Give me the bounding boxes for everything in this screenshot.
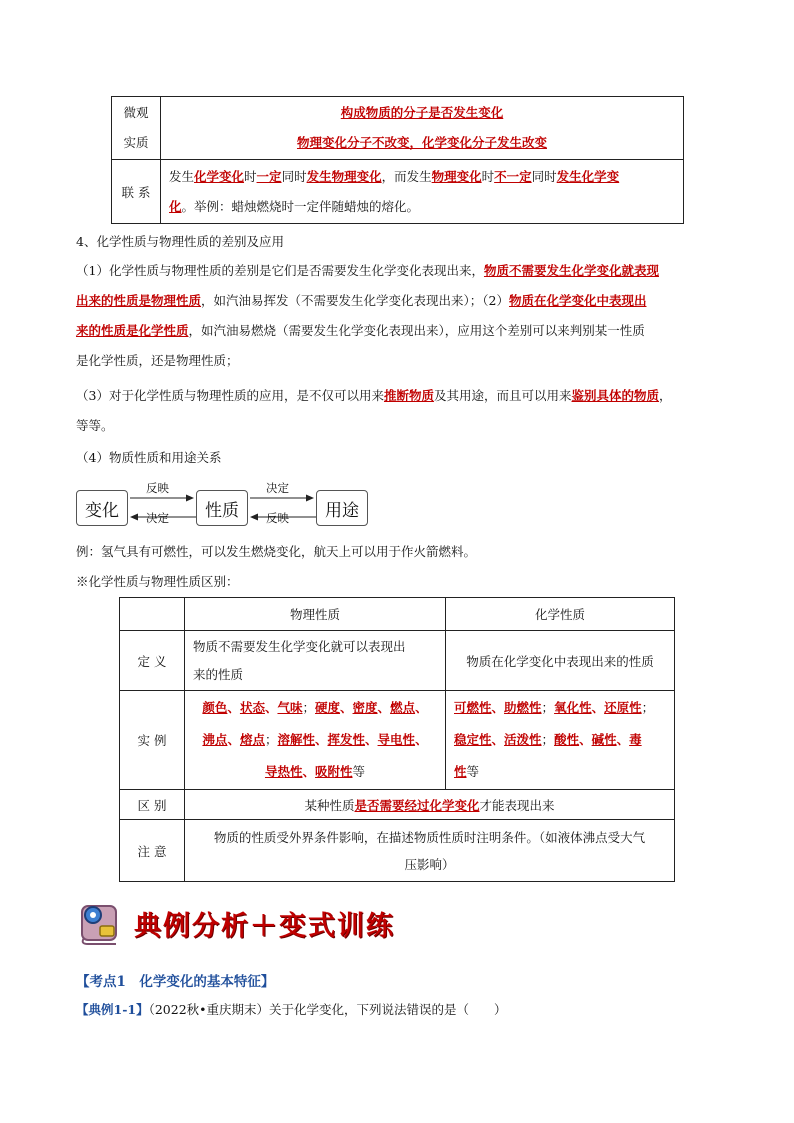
difference-title: ※化学性质与物理性质区别： [76, 574, 239, 589]
arrow1-top-label: 反映 [146, 481, 169, 495]
diff-label: 区 别 [120, 790, 185, 820]
section4-p4: （4）物质性质和用途关系 [76, 450, 222, 465]
header-empty [120, 598, 185, 631]
row-content-relation: 发生化学变化时一定同时发生物理变化，而发生物理变化时不一定同时发生化学变 化。举例：蜡烛燃烧时一定伴随蜡烛的熔化。 [161, 160, 684, 224]
def-physical: 物质不需要发生化学变化就可以表现出 来的性质 [185, 631, 446, 691]
scroll-icon [76, 898, 126, 948]
question-1-1: 【典例1-1】（2022秋•重庆期末）关于化学变化，下列说法错误的是（ ） [76, 1002, 507, 1017]
kaodian-heading: 【考点1 化学变化的基本特征】 [76, 974, 275, 990]
def-label: 定 义 [120, 631, 185, 691]
banner-title: 典例分析＋变式训练 [134, 911, 395, 942]
banner [76, 898, 416, 948]
row-label-micro: 微观 实质 [112, 97, 161, 160]
note-text: 物质的性质受外界条件影响，在描述物质性质时注明条件。（如液体沸点受大气 压影响） [185, 820, 675, 882]
section4-p3: （3）对于化学性质与物理性质的应用，是不仅可以用来推断物质及其用途，而且可以用来鉴别具体的物质， 等等。 [76, 388, 672, 433]
ex-label: 实 例 [120, 691, 185, 790]
box-change: 变化 [76, 490, 128, 526]
box-property: 性质 [196, 490, 248, 526]
header-chemical: 化学性质 [446, 598, 675, 631]
arrow2-top-label: 决定 [266, 481, 289, 495]
ex-chemical: 可燃性、助燃性；氧化性、还原性； 稳定性、活泼性；酸性、碱性、毒 性等 [446, 691, 675, 790]
row-content-micro: 构成物质的分子是否发生变化 物理变化分子不改变，化学变化分子发生改变 [161, 97, 684, 160]
example-text: 例：氢气具有可燃性，可以发生燃烧变化，航天上可以用于作火箭燃料。 [76, 544, 477, 559]
section4-title: 4、化学性质与物理性质的差别及应用 [76, 234, 284, 249]
arrow1-bottom-label: 决定 [146, 511, 169, 525]
arrow2-bottom-label: 反映 [266, 511, 289, 525]
def-chemical: 物质在化学变化中表现出来的性质 [446, 631, 675, 691]
header-physical: 物理性质 [185, 598, 446, 631]
ex-physical: 颜色、状态、气味；硬度、密度、燃点、 沸点、熔点；溶解性、挥发性、导电性、 导热性、吸附性等 [185, 691, 446, 790]
row-label-relation: 联 系 [112, 160, 161, 224]
box-use: 用途 [316, 490, 368, 526]
diff-text: 某种性质是否需要经过化学变化才能表现出来 [185, 790, 675, 820]
note-label: 注 意 [120, 820, 185, 882]
property-comparison-table [119, 597, 675, 882]
section4-p1: （1）化学性质与物理性质的差别是它们是否需要发生化学变化表现出来，物质不需要发生化学变化就表现 出来的性质是物理性质，如汽油易挥发（不需要发生化学变化表现出来）；（2）物质在化学变化中表现出 来的性质是化学性质，如汽油易燃烧（需要发生化学变化表现出来），应用这个差别可以来判别某一性质 是化学性质，还是物理性质； [76, 263, 659, 368]
